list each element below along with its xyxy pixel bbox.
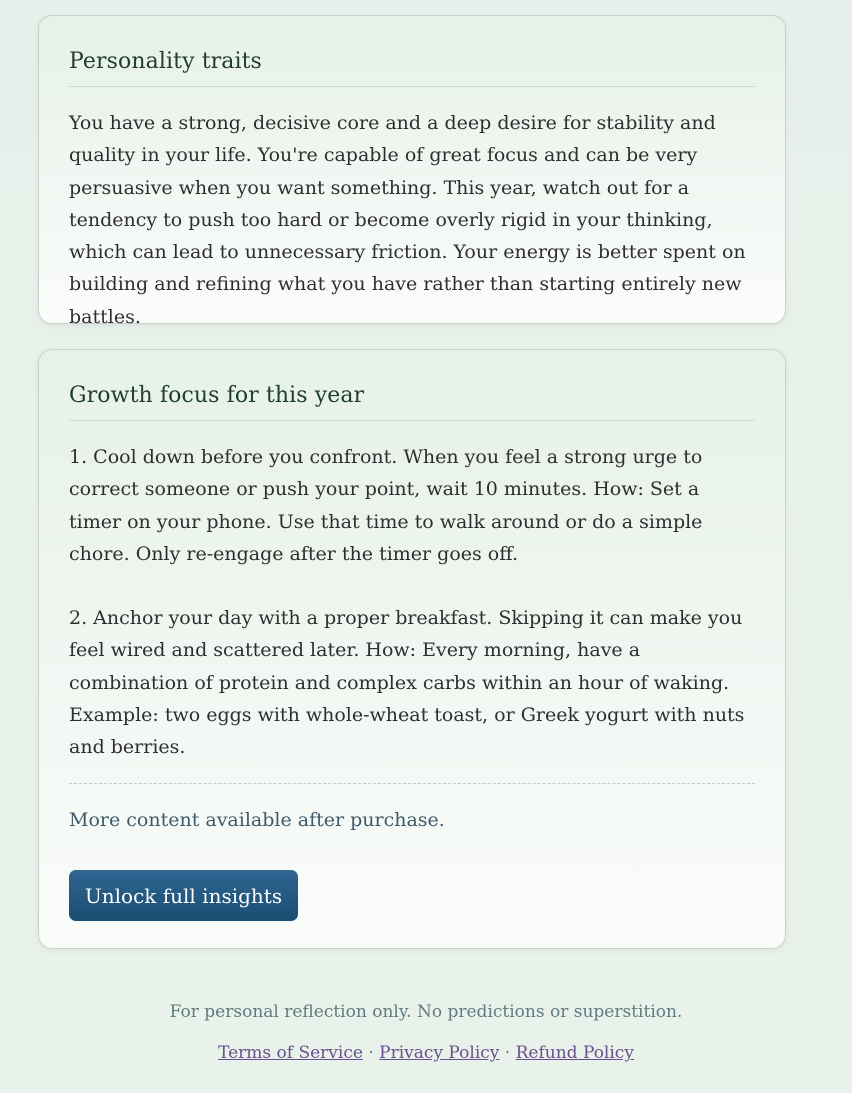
- link-separator: ·: [504, 1043, 511, 1063]
- unlock-full-insights-button[interactable]: Unlock full insights: [69, 870, 298, 921]
- refund-policy-link[interactable]: Refund Policy: [515, 1043, 634, 1063]
- personality-traits-card: [38, 15, 786, 328]
- link-separator: ·: [368, 1043, 374, 1063]
- growth-focus-title: Growth focus for this year: [69, 350, 755, 421]
- growth-item-2: 2. Anchor your day with a proper breakfast. Skipping it can make you feel wired and scattered later. How: Every morning, have a combination of protein and complex carbs within an hour of waking. Example: two eggs with whole-wheat toast, or Greek yogurt with nuts and berries.: [69, 607, 745, 759]
- personality-traits-title: Personality traits: [69, 16, 755, 87]
- terms-of-service-link[interactable]: Terms of Service: [218, 1043, 363, 1063]
- dashed-divider: [69, 783, 755, 784]
- footer-disclaimer: For personal reflection only. No predictions or superstition.: [169, 1002, 683, 1022]
- growth-focus-card: [38, 349, 786, 949]
- footer-links: [0, 1041, 852, 1065]
- personality-traits-text: You have a strong, decisive core and a deep desire for stability and quality in your life. You're capable of great focus and can be very persuasive when you want something. This year, watch out for a tendency to push too hard or become overly rigid in your thinking, which can lead to unnecessary friction. Your energy is better spent on building and refining what you have rather than starting entirely new battles.: [69, 112, 746, 328]
- growth-item-1: 1. Cool down before you confront. When you feel a strong urge to correct someone or push your point, wait 10 minutes. How: Set a timer on your phone. Use that time to walk around or do a simple chore. Only re-engage after the timer goes off.: [69, 446, 703, 565]
- locked-content-note: More content available after purchase.: [69, 808, 445, 831]
- privacy-policy-link[interactable]: Privacy Policy: [379, 1043, 500, 1063]
